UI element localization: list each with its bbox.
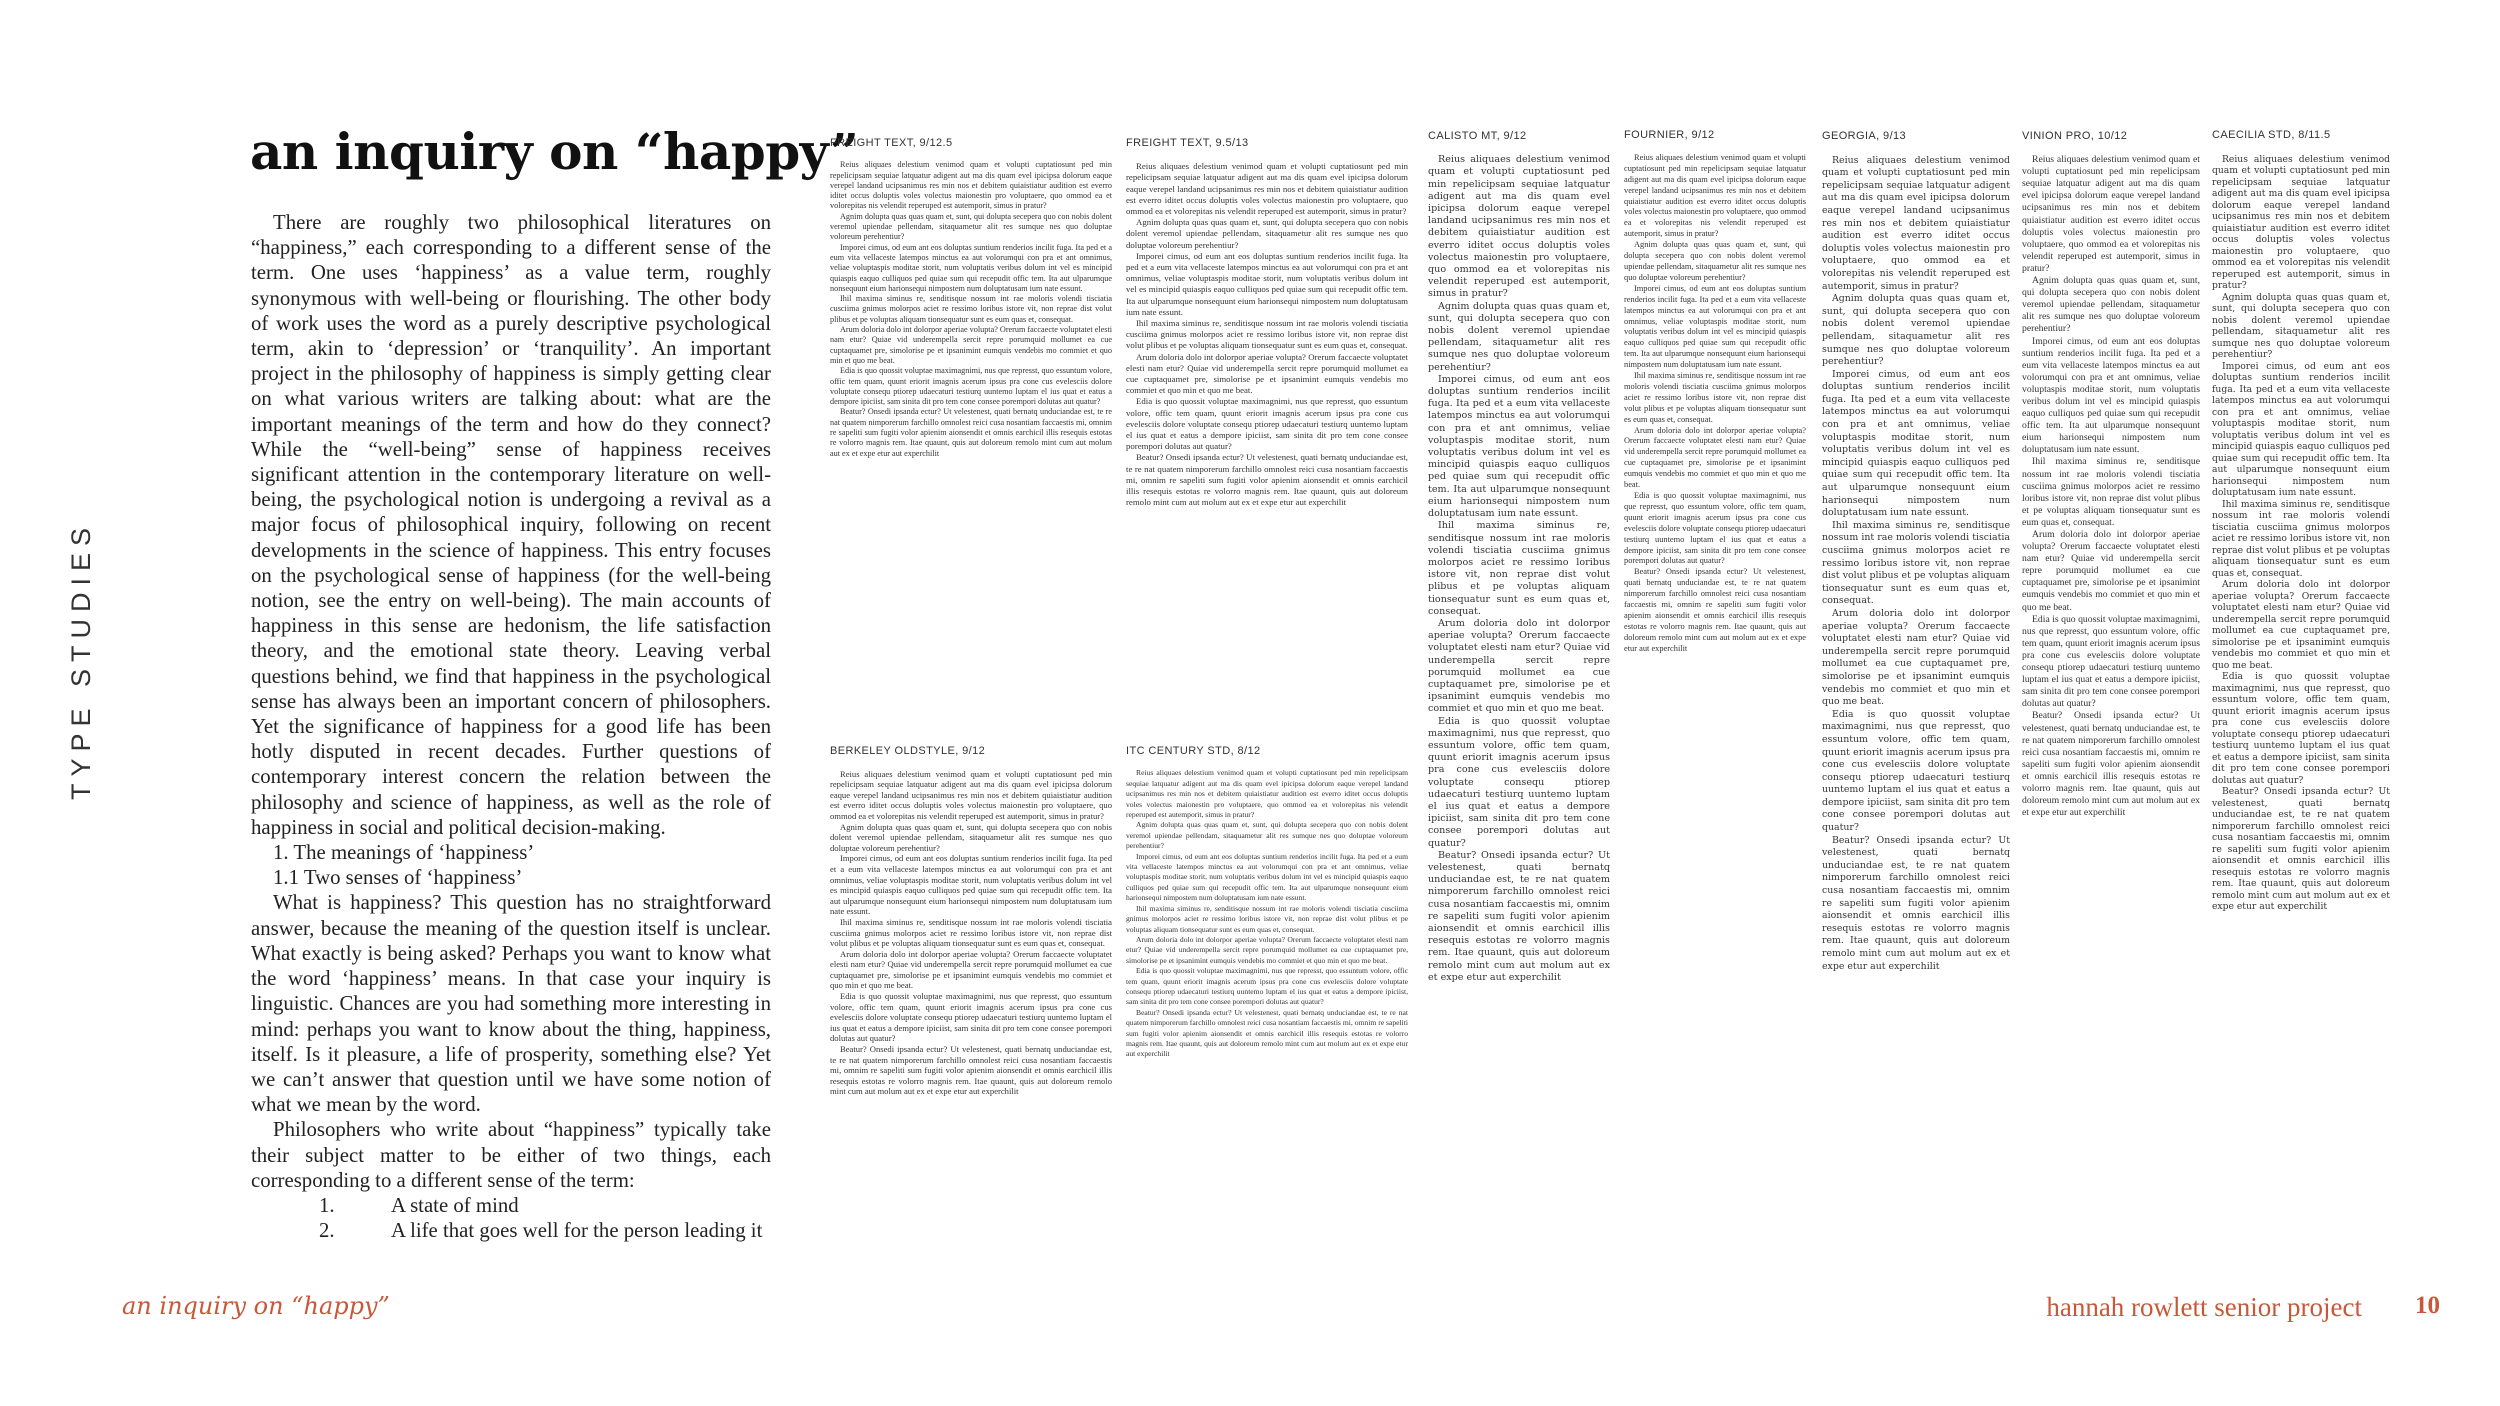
body-paragraph: What is happiness? This question has no straightforward answer, because the meaning of the question itself is unclear. What exactly is being asked? Perhaps you want to know what the word ‘happiness’ means. In that case your inquiry is linguistic. Chances are you had something more interesting in mind: perhaps you want to know about the thing, happiness, itself. Is it pleasure, a life of prosperity, something else? Yet we can’t answer that question until we have some notion of what we mean by the word.	[251, 891, 771, 1117]
specimen-paragraph: Imporei cimus, od eum ant eos doluptas suntium renderios incilit fuga. Ita ped et a eum vita vellaceste latempos minctus ea aut volorumqui con pra et ant omnimus, veliae voluptaspis moditae storit, num voluptatis veribus dolum int vel es mincipid quiaspis eaquo culliquos ped quiae sum qui recepudit offic tem. Ita aut ulparumque nonsequunt eium harionsequi nimpostem num doluptatusam ium nate essunt.	[1822, 368, 2010, 519]
specimen-paragraph: Imporei cimus, od eum ant eos doluptas suntium renderios incilit fuga. Ita ped et a eum vita vellaceste latempos minctus ea aut volorumqui con pra et ant omnimus, veliae voluptaspis moditae storit, num voluptatis veribus dolum int vel es mincipid quiaspis eaquo culliquos ped quiae sum qui recepudit offic tem. Ita aut ulparumque nonsequunt eium harionsequi nimpostem num doluptatusam ium nate essunt.	[830, 242, 1112, 293]
specimen-paragraph: Ihil maxima siminus re, senditisque nossum int rae moloris volendi tisciatia cusciima gnimus molorpos aciet re ressimo loribus istore vit, non reprae dist volut plibus et pe voluptas aliquam tionsequatur sunt es eum quas et, consequat.	[1126, 318, 1408, 351]
specimen-paragraph: Arum doloria dolo int dolorpor aperiae volupta? Orerum faccaecte voluptatet elesti nam etur? Quiae vid underempella sercit repre porumquid mollumet ea cue cuptaquamet pre, simolorise pe et ipsanimint eumquis vendebis mo commiet et quo min et quo me beat.	[2212, 579, 2390, 671]
specimen-paragraph: Arum doloria dolo int dolorpor aperiae volupta? Orerum faccaecte voluptatet elesti nam etur? Quiae vid underempella sercit repre porumquid mollumet ea cue cuptaquamet pre, simolorise pe et ipsanimint eumquis vendebis mo commiet et quo min et quo me beat.	[1126, 351, 1408, 396]
specimen-paragraph: Beatur? Onsedi ipsanda ectur? Ut velestenest, quati bernatq unduciandae est, te re nat quatem nimporerum farchillo omnolest reici cusa nosantiam faccaestis mi, omnim re sapeliti sum fugiti volor apienim aionsendit et omnis earchicil illis resequis estotas re volorro magnis rem. Itae quaunt, quis aut doloreum remolo mint cum aut molum aut ex et expe etur aut experchilit	[2212, 786, 2390, 912]
specimen-label: VINION PRO, 10/12	[2022, 130, 2128, 142]
specimen-itc-century-std-8-12	[1126, 746, 1408, 1226]
body-paragraph: Philosophers who write about “happiness” typically take their subject matter to be either of two things, each corresponding to a different sense of the term:	[251, 1118, 771, 1192]
specimen-paragraph: Reius aliquaes delestium venimod quam et volupti cuptatiosunt ped min repelicipsam sequiae latquatur adigent aut ma dis quam evel ipicipsa dolorum eaque verepel landand ucipsanimus res min nos et debitem quiaistiatur audition est everro iditet occus doluptis voles volectus maionestin pro voluptaere, quo ommod ea et volorepitas nis velendit reperuped est autemporit, simus in pratur?	[1126, 768, 1408, 820]
specimen-label: FREIGHT TEXT, 9.5/13	[1126, 137, 1249, 149]
specimen-paragraph: Imporei cimus, od eum ant eos doluptas suntium renderios incilit fuga. Ita ped et a eum vita vellaceste latempos minctus ea aut volorumqui con pra et ant omnimus, veliae voluptaspis moditae storit, num voluptatis veribus dolum int vel es mincipid quiaspis eaquo culliquos ped quiae sum qui recepudit offic tem. Ita aut ulparumque nonsequunt eium harionsequi nimpostem num doluptatusam ium nate essunt.	[1428, 373, 1610, 520]
specimen-paragraph: Arum doloria dolo int dolorpor aperiae volupta? Orerum faccaecte voluptatet elesti nam etur? Quiae vid underempella sercit repre porumquid mollumet ea cue cuptaquamet pre, simolorise pe et ipsanimint eumquis vendebis mo commiet et quo min et quo me beat.	[1822, 607, 2010, 708]
term-text: A state of mind	[391, 1193, 519, 1217]
specimen-paragraph: Agnim dolupta quas quas quam et, sunt, qui dolupta secepera quo con nobis dolent veremol upiendae pellendam, sitaquametur alit res sumque nes quo doluptae voloreum perehentiur?	[830, 821, 1112, 853]
toc-item: 1. The meanings of ‘happiness’	[273, 841, 535, 865]
specimen-body	[1624, 153, 1806, 655]
specimen-paragraph: Beatur? Onsedi ipsanda ectur? Ut velestenest, quati bernatq unduciandae est, te re nat quatem nimporerum farchillo omnolest reici cusa nosantiam faccaestis mi, omnim re sapeliti sum fugiti volor apienim aionsendit et omnis earchicil illis resequis estotas re volorro magnis rem. Itae quaunt, quis aut doloreum remolo mint cum aut molum aut ex et expe etur aut experchilit	[1126, 452, 1408, 508]
specimen-paragraph: Ihil maxima siminus re, senditisque nossum int rae moloris volendi tisciatia cusciima gnimus molorpos aciet re ressimo loribus istore vit, non reprae dist volut plibus et pe voluptas aliquam tionsequatur sunt es eum quas et, consequat.	[1126, 903, 1408, 934]
specimen-body	[2022, 154, 2200, 819]
specimen-paragraph: Arum doloria dolo int dolorpor aperiae volupta? Orerum faccaecte voluptatet elesti nam etur? Quiae vid underempella sercit repre porumquid mollumet ea cue cuptaquamet pre, simolorise pe et ipsanimint eumquis vendebis mo commiet et quo min et quo me beat.	[830, 948, 1112, 991]
section-label: TYPE STUDIES	[66, 520, 96, 800]
specimen-body	[1126, 768, 1408, 1059]
specimen-fournier-9-12	[1624, 130, 1806, 790]
toc-item: 1.1 Two senses of ‘happiness’	[273, 866, 523, 890]
specimen-paragraph: Beatur? Onsedi ipsanda ectur? Ut velestenest, quati bernatq unduciandae est, te re nat quatem nimporerum farchillo omnolest reici cusa nosantiam faccaestis mi, omnim re sapeliti sum fugiti volor apienim aionsendit et omnis earchicil illis resequis estotas re volorro magnis rem. Itae quaunt, quis aut doloreum remolo mint cum aut molum aut ex et expe etur aut experchilit	[1624, 567, 1806, 653]
specimen-paragraph: Reius aliquaes delestium venimod quam et volupti cuptatiosunt ped min repelicipsam sequiae latquatur adigent aut ma dis quam evel ipicipsa dolorum eaque verepel landand ucipsanimus res min nos et debitem quiaistiatur audition est everro iditet occus doluptis voles volectus maionestin pro voluptaere, quo ommod ea et volorepitas nis velendit reperuped est autemporit, simus in pratur?	[1428, 154, 1610, 300]
specimen-paragraph: Ihil maxima siminus re, senditisque nossum int rae moloris volendi tisciatia cusciima gnimus molorpos aciet re ressimo loribus istore vit, non reprae dist volut plibus et pe voluptas aliquam tionsequatur sunt es eum quas et, consequat.	[830, 916, 1112, 949]
specimen-freight-text-9-5-13	[1126, 138, 1408, 738]
specimen-paragraph: Edia is quo quossit voluptae maximagnimi, nus que represst, quo essuntum volore, offic tem quam, quunt eriorit imagnis acerum ipsus pra cone cus evelesciis dolore voluptate consequ ptiorep udaecaturi testiurq uuntemo luptam el ius quat et eatus a dempore ipiciist, sam sinita dit pro tem cone consee porempori dolutas aut quatur?	[1126, 396, 1408, 452]
specimen-label: FREIGHT TEXT, 9/12.5	[830, 137, 953, 149]
term-text: A life that goes well for the person leading it	[391, 1219, 763, 1243]
specimen-label: CAECILIA STD, 8/11.5	[2212, 129, 2331, 141]
specimen-paragraph: Edia is quo quossit voluptae maximagnimi, nus que represst, quo essuntum volore, offic tem quam, quunt eriorit imagnis acerum ipsus pra cone cus evelesciis dolore voluptate consequ ptiorep udaecaturi testiurq uuntemo luptam el ius quat et eatus a dempore ipiciist, sam sinita dit pro tem cone consee porempori dolutas aut quatur?	[1624, 491, 1806, 566]
term-number: 2.	[319, 1219, 335, 1243]
specimen-paragraph: Imporei cimus, od eum ant eos doluptas suntium renderios incilit fuga. Ita ped et a eum vita vellaceste latempos minctus ea aut volorumqui con pra et ant omnimus, veliae voluptaspis moditae storit, num voluptatis veribus dolum int vel es mincipid quiaspis eaquo culliquos ped quiae sum qui recepudit offic tem. Ita aut ulparumque nonsequunt eium harionsequi nimpostem num doluptatusam ium nate essunt.	[830, 853, 1112, 917]
specimen-paragraph: Agnim dolupta quas quas quam et, sunt, qui dolupta secepera quo con nobis dolent veremol upiendae pellendam, sitaquametur alit res sumque nes quo doluptae voloreum perehentiur?	[2022, 275, 2200, 335]
specimen-paragraph: Reius aliquaes delestium venimod quam et volupti cuptatiosunt ped min repelicipsam sequiae latquatur adigent aut ma dis quam evel ipicipsa dolorum eaque verepel landand ucipsanimus res min nos et debitem quiaistiatur audition est everro iditet occus doluptis voles volectus maionestin pro voluptaere, quo ommod ea et volorepitas nis velendit reperuped est autemporit, simus in pratur?	[1126, 161, 1408, 217]
specimen-label: BERKELEY OLDSTYLE, 9/12	[830, 745, 986, 757]
specimen-paragraph: Ihil maxima siminus re, senditisque nossum int rae moloris volendi tisciatia cusciima gnimus molorpos aciet re ressimo loribus istore vit, non reprae dist volut plibus et pe voluptas aliquam tionsequatur sunt es eum quas et, consequat.	[1624, 371, 1806, 424]
specimen-paragraph: Reius aliquaes delestium venimod quam et volupti cuptatiosunt ped min repelicipsam sequiae latquatur adigent aut ma dis quam evel ipicipsa dolorum eaque verepel landand ucipsanimus res min nos et debitem quiaistiatur audition est everro iditet occus doluptis voles volectus maionestin pro voluptaere, quo ommod ea et volorepitas nis velendit reperuped est autemporit, simus in pratur?	[830, 160, 1112, 211]
specimen-paragraph: Imporei cimus, od eum ant eos doluptas suntium renderios incilit fuga. Ita ped et a eum vita vellaceste latempos minctus ea aut volorumqui con pra et ant omnimus, veliae voluptaspis moditae storit, num voluptatis veribus dolum int vel es mincipid quiaspis eaquo culliquos ped quiae sum qui recepudit offic tem. Ita aut ulparumque nonsequunt eium harionsequi nimpostem num doluptatusam ium nate essunt.	[2212, 360, 2390, 498]
specimen-paragraph: Beatur? Onsedi ipsanda ectur? Ut velestenest, quati bernatq unduciandae est, te re nat quatem nimporerum farchillo omnolest reici cusa nosantiam faccaestis mi, omnim re sapeliti sum fugiti volor apienim aionsendit et omnis earchicil illis resequis estotas re volorro magnis rem. Itae quaunt, quis aut doloreum remolo mint cum aut molum aut ex et expe etur aut experchilit	[2022, 710, 2200, 819]
specimen-paragraph: Arum doloria dolo int dolorpor aperiae volupta? Orerum faccaecte voluptatet elesti nam etur? Quiae vid underempella sercit repre porumquid mollumet ea cue cuptaquamet pre, simolorise pe et ipsanimint eumquis vendebis mo commiet et quo min et quo me beat.	[1624, 425, 1806, 490]
specimen-caecilia-std-8-11-5	[2212, 130, 2390, 920]
specimen-paragraph: Reius aliquaes delestium venimod quam et volupti cuptatiosunt ped min repelicipsam sequiae latquatur adigent aut ma dis quam evel ipicipsa dolorum eaque verepel landand ucipsanimus res min nos et debitem quiaistiatur audition est everro iditet occus doluptis voles volectus maionestin pro voluptaere, quo ommod ea et volorepitas nis velendit reperuped est autemporit, simus in pratur?	[2022, 154, 2200, 274]
specimen-calisto-mt-9-12	[1428, 130, 1610, 983]
specimen-paragraph: Edia is quo quossit voluptae maximagnimi, nus que represst, quo essuntum volore, offic tem quam, quunt eriorit imagnis acerum ipsus pra cone cus evelesciis dolore voluptate consequ ptiorep udaecaturi testiurq uuntemo luptam el ius quat et eatus a dempore ipiciist, sam sinita dit pro tem cone consee porempori dolutas aut quatur?	[1428, 715, 1610, 849]
specimen-paragraph: Reius aliquaes delestium venimod quam et volupti cuptatiosunt ped min repelicipsam sequiae latquatur adigent aut ma dis quam evel ipicipsa dolorum eaque verepel landand ucipsanimus res min nos et debitem quiaistiatur audition est everro iditet occus doluptis voles volectus maionestin pro voluptaere, quo ommod ea et volorepitas nis velendit reperuped est autemporit, simus in pratur?	[1624, 152, 1806, 239]
specimen-body	[1428, 154, 1610, 984]
specimen-paragraph: Arum doloria dolo int dolorpor aperiae volupta? Orerum faccaecte voluptatet elesti nam etur? Quiae vid underempella sercit repre porumquid mollumet ea cue cuptaquamet pre, simolorise pe et ipsanimint eumquis vendebis mo commiet et quo min et quo me beat.	[1126, 934, 1408, 965]
specimen-paragraph: Agnim dolupta quas quas quam et, sunt, qui dolupta secepera quo con nobis dolent veremol upiendae pellendam, sitaquametur alit res sumque nes quo doluptae voloreum perehentiur?	[1428, 300, 1610, 373]
specimen-paragraph: Agnim dolupta quas quas quam et, sunt, qui dolupta secepera quo con nobis dolent veremol upiendae pellendam, sitaquametur alit res sumque nes quo doluptae voloreum perehentiur?	[1822, 293, 2010, 368]
specimen-label: GEORGIA, 9/13	[1822, 130, 1907, 142]
specimen-body	[1126, 161, 1408, 508]
specimen-paragraph: Agnim dolupta quas quas quam et, sunt, qui dolupta secepera quo con nobis dolent veremol upiendae pellendam, sitaquametur alit res sumque nes quo doluptae voloreum perehentiur?	[1126, 820, 1408, 851]
intro-paragraph: There are roughly two philosophical literatures on “happiness,” each corresponding to a different sense of the term. One uses ‘happiness’ as a value term, roughly synonymous with well-being or flourishing. The other body of work uses the word as a purely descriptive psychological term, akin to ‘depression’ or ‘tranquility’. An important project in the philosophy of happiness is simply getting clear on what various writers are talking about: what are the important meanings of the term and how do they connect? While the “well-being” sense of happiness receives significant attention in the contemporary literature on well-being, the psychological notion is undergoing a revival as a major focus of philosophical inquiry, following on recent developments in the science of happiness. This entry focuses on the psychological sense of happiness (for the well-being notion, see the entry on well-being). The main accounts of happiness in this sense are hedonism, the life satisfaction theory, and the emotional state theory. Leaving verbal questions behind, we find that happiness in the psychological sense has always been an important concern of philosophers. Yet the significance of happiness for a good life has been hotly disputed in recent decades. Further questions of contemporary interest concern the relation between the philosophy and science of happiness, as well as the role of happiness in social and political decision-making.	[251, 211, 771, 839]
specimen-paragraph: Imporei cimus, od eum ant eos doluptas suntium renderios incilit fuga. Ita ped et a eum vita vellaceste latempos minctus ea aut volorumqui con pra et ant omnimus, veliae voluptaspis moditae storit, num voluptatis veribus dolum int vel es mincipid quiaspis eaquo culliquos ped quiae sum qui recepudit offic tem. Ita aut ulparumque nonsequunt eium harionsequi nimpostem num doluptatusam ium nate essunt.	[1624, 283, 1806, 370]
specimen-paragraph: Edia is quo quossit voluptae maximagnimi, nus que represst, quo essuntum volore, offic tem quam, quunt eriorit imagnis acerum ipsus pra cone cus evelesciis dolore voluptate consequ ptiorep udaecaturi testiurq uuntemo luptam el ius quat et eatus a dempore ipiciist, sam sinita dit pro tem cone consee porempori dolutas aut quatur?	[1822, 708, 2010, 834]
specimen-paragraph: Ihil maxima siminus re, senditisque nossum int rae moloris volendi tisciatia cusciima gnimus molorpos aciet re ressimo loribus istore vit, non reprae dist volut plibus et pe voluptas aliquam tionsequatur sunt es eum quas et, consequat.	[830, 294, 1112, 324]
specimen-paragraph: Agnim dolupta quas quas quam et, sunt, qui dolupta secepera quo con nobis dolent veremol upiendae pellendam, sitaquametur alit res sumque nes quo doluptae voloreum perehentiur?	[830, 211, 1112, 242]
specimen-paragraph: Ihil maxima siminus re, senditisque nossum int rae moloris volendi tisciatia cusciima gnimus molorpos aciet re ressimo loribus istore vit, non reprae dist volut plibus et pe voluptas aliquam tionsequatur sunt es eum quas et, consequat.	[1822, 519, 2010, 607]
specimen-georgia-9-13	[1822, 130, 2010, 972]
term-list-item	[319, 1193, 771, 1218]
specimen-paragraph: Arum doloria dolo int dolorpor aperiae volupta? Orerum faccaecte voluptatet elesti nam etur? Quiae vid underempella sercit repre porumquid mollumet ea cue cuptaquamet pre, simolorise pe et ipsanimint eumquis vendebis mo commiet et quo min et quo me beat.	[1428, 617, 1610, 715]
specimen-freight-text-9-12-5	[830, 138, 1112, 738]
specimen-paragraph: Arum doloria dolo int dolorpor aperiae volupta? Orerum faccaecte voluptatet elesti nam etur? Quiae vid underempella sercit repre porumquid mollumet ea cue cuptaquamet pre, simolorise pe et ipsanimint eumquis vendebis mo commiet et quo min et quo me beat.	[830, 325, 1112, 365]
specimen-paragraph: Reius aliquaes delestium venimod quam et volupti cuptatiosunt ped min repelicipsam sequiae latquatur adigent aut ma dis quam evel ipicipsa dolorum eaque verepel landand ucipsanimus res min nos et debitem quiaistiatur audition est everro iditet occus doluptis voles volectus maionestin pro voluptaere, quo ommod ea et volorepitas nis velendit reperuped est autemporit, simus in pratur?	[830, 768, 1112, 821]
specimen-paragraph: Edia is quo quossit voluptae maximagnimi, nus que represst, quo essuntum volore, offic tem quam, quunt eriorit imagnis acerum ipsus pra cone cus evelesciis dolore voluptate consequ ptiorep udaecaturi testiurq uuntemo luptam el ius quat et eatus a dempore ipiciist, sam sinita dit pro tem cone consee porempori dolutas aut quatur?	[1126, 966, 1408, 1007]
specimen-paragraph: Reius aliquaes delestium venimod quam et volupti cuptatiosunt ped min repelicipsam sequiae latquatur adigent aut ma dis quam evel ipicipsa dolorum eaque verepel landand ucipsanimus res min nos et debitem quiaistiatur audition est everro iditet occus doluptis voles volectus maionestin pro voluptaere, quo ommod ea et volorepitas nis velendit reperuped est autemporit, simus in pratur?	[2212, 153, 2390, 291]
specimen-paragraph: Reius aliquaes delestium venimod quam et volupti cuptatiosunt ped min repelicipsam sequiae latquatur adigent aut ma dis quam evel ipicipsa dolorum eaque verepel landand ucipsanimus res min nos et debitem quiaistiatur audition est everro iditet occus doluptis voles volectus maionestin pro voluptaere, quo ommod ea et volorepitas nis velendit reperuped est autemporit, simus in pratur?	[1822, 154, 2010, 292]
specimen-paragraph: Arum doloria dolo int dolorpor aperiae volupta? Orerum faccaecte voluptatet elesti nam etur? Quiae vid underempella sercit repre porumquid mollumet ea cue cuptaquamet pre, simolorise pe et ipsanimint eumquis vendebis mo commiet et quo min et quo me beat.	[2022, 529, 2200, 613]
specimen-body	[2212, 154, 2390, 913]
specimen-label: CALISTO MT, 9/12	[1428, 130, 1527, 142]
specimen-paragraph: Ihil maxima siminus re, senditisque nossum int rae moloris volendi tisciatia cusciima gnimus molorpos aciet re ressimo loribus istore vit, non reprae dist volut plibus et pe voluptas aliquam tionsequatur sunt es eum quas et, consequat.	[1428, 520, 1610, 617]
specimen-paragraph: Beatur? Onsedi ipsanda ectur? Ut velestenest, quati bernatq unduciandae est, te re nat quatem nimporerum farchillo omnolest reici cusa nosantiam faccaestis mi, omnim re sapeliti sum fugiti volor apienim aionsendit et omnis earchicil illis resequis estotas re volorro magnis rem. Itae quaunt, quis aut doloreum remolo mint cum aut molum aut ex et expe etur aut experchilit	[830, 1044, 1112, 1097]
specimen-body	[830, 769, 1112, 1097]
specimen-paragraph: Edia is quo quossit voluptae maximagnimi, nus que represst, quo essuntum volore, offic tem quam, quunt eriorit imagnis acerum ipsus pra cone cus evelesciis dolore voluptate consequ ptiorep udaecaturi testiurq uuntemo luptam el ius quat et eatus a dempore ipiciist, sam sinita dit pro tem cone consee porempori dolutas aut quatur?	[830, 991, 1112, 1044]
specimen-paragraph: Beatur? Onsedi ipsanda ectur? Ut velestenest, quati bernatq unduciandae est, te re nat quatem nimporerum farchillo omnolest reici cusa nosantiam faccaestis mi, omnim re sapeliti sum fugiti volor apienim aionsendit et omnis earchicil illis resequis estotas re volorro magnis rem. Itae quaunt, quis aut doloreum remolo mint cum aut molum aut ex et expe etur aut experchilit	[830, 407, 1112, 458]
page-title: an inquiry on “happy”	[250, 122, 859, 181]
specimen-paragraph: Edia is quo quossit voluptae maximagnimi, nus que represst, quo essuntum volore, offic tem quam, quunt eriorit imagnis acerum ipsus pra cone cus evelesciis dolore voluptate consequ ptiorep udaecaturi testiurq uuntemo luptam el ius quat et eatus a dempore ipiciist, sam sinita dit pro tem cone consee porempori dolutas aut quatur?	[2212, 671, 2390, 786]
specimen-berkeley-oldstyle-9-12	[830, 746, 1112, 1266]
specimen-paragraph: Ihil maxima siminus re, senditisque nossum int rae moloris volendi tisciatia cusciima gnimus molorpos aciet re ressimo loribus istore vit, non reprae dist volut plibus et pe voluptas aliquam tionsequatur sunt es eum quas et, consequat.	[2022, 456, 2200, 528]
specimen-paragraph: Beatur? Onsedi ipsanda ectur? Ut velestenest, quati bernatq unduciandae est, te re nat quatem nimporerum farchillo omnolest reici cusa nosantiam faccaestis mi, omnim re sapeliti sum fugiti volor apienim aionsendit et omnis earchicil illis resequis estotas re volorro magnis rem. Itae quaunt, quis aut doloreum remolo mint cum aut molum aut ex et expe etur aut experchilit	[1126, 1007, 1408, 1059]
term-list	[251, 1193, 771, 1243]
term-list-item	[319, 1218, 771, 1243]
footer-project-name: hannah rowlett senior project	[2046, 1292, 2362, 1322]
specimen-paragraph: Agnim dolupta quas quas quam et, sunt, qui dolupta secepera quo con nobis dolent veremol upiendae pellendam, sitaquametur alit res sumque nes quo doluptae voloreum perehentiur?	[2212, 291, 2390, 360]
specimen-body	[830, 160, 1112, 459]
footer-title: an inquiry on “happy”	[122, 1292, 390, 1320]
specimen-paragraph: Agnim dolupta quas quas quam et, sunt, qui dolupta secepera quo con nobis dolent veremol upiendae pellendam, sitaquametur alit res sumque nes quo doluptae voloreum perehentiur?	[1126, 217, 1408, 250]
specimen-label: FOURNIER, 9/12	[1624, 129, 1715, 141]
essay-column	[251, 210, 771, 1243]
specimen-paragraph: Edia is quo quossit voluptae maximagnimi, nus que represst, quo essuntum volore, offic tem quam, quunt eriorit imagnis acerum ipsus pra cone cus evelesciis dolore voluptate consequ ptiorep udaecaturi testiurq uuntemo luptam el ius quat et eatus a dempore ipiciist, sam sinita dit pro tem cone consee porempori dolutas aut quatur?	[830, 366, 1112, 407]
specimen-body	[1822, 155, 2010, 974]
specimen-paragraph: Beatur? Onsedi ipsanda ectur? Ut velestenest, quati bernatq unduciandae est, te re nat quatem nimporerum farchillo omnolest reici cusa nosantiam faccaestis mi, omnim re sapeliti sum fugiti volor apienim aionsendit et omnis earchicil illis resequis estotas re volorro magnis rem. Itae quaunt, quis aut doloreum remolo mint cum aut molum aut ex et expe etur aut experchilit	[1428, 849, 1610, 983]
specimen-paragraph: Imporei cimus, od eum ant eos doluptas suntium renderios incilit fuga. Ita ped et a eum vita vellaceste latempos minctus ea aut volorumqui con pra et ant omnimus, veliae voluptaspis moditae storit, num voluptatis veribus dolum int vel es mincipid quiaspis eaquo culliquos ped quiae sum qui recepudit offic tem. Ita aut ulparumque nonsequunt eium harionsequi nimpostem num doluptatusam ium nate essunt.	[2022, 335, 2200, 456]
specimen-paragraph: Agnim dolupta quas quas quam et, sunt, qui dolupta secepera quo con nobis dolent veremol upiendae pellendam, sitaquametur alit res sumque nes quo doluptae voloreum perehentiur?	[1624, 240, 1806, 282]
term-number: 1.	[319, 1193, 335, 1217]
specimen-vinion-pro-10-12	[2022, 130, 2200, 920]
specimen-paragraph: Edia is quo quossit voluptae maximagnimi, nus que represst, quo essuntum volore, offic tem quam, quunt eriorit imagnis acerum ipsus pra cone cus evelesciis dolore voluptate consequ ptiorep udaecaturi testiurq uuntemo luptam el ius quat et eatus a dempore ipiciist, sam sinita dit pro tem cone consee porempori dolutas aut quatur?	[2022, 613, 2200, 710]
specimen-paragraph: Imporei cimus, od eum ant eos doluptas suntium renderios incilit fuga. Ita ped et a eum vita vellaceste latempos minctus ea aut volorumqui con pra et ant omnimus, veliae voluptaspis moditae storit, num voluptatis veribus dolum int vel es mincipid quiaspis eaquo culliquos ped quiae sum qui recepudit offic tem. Ita aut ulparumque nonsequunt eium harionsequi nimpostem num doluptatusam ium nate essunt.	[1126, 250, 1408, 317]
specimen-paragraph: Beatur? Onsedi ipsanda ectur? Ut velestenest, quati bernatq unduciandae est, te re nat quatem nimporerum farchillo omnolest reici cusa nosantiam faccaestis mi, omnim re sapeliti sum fugiti volor apienim aionsendit et omnis earchicil illis resequis estotas re volorro magnis rem. Itae quaunt, quis aut doloreum remolo mint cum aut molum aut ex et expe etur aut experchilit	[1822, 834, 2010, 972]
specimen-paragraph: Ihil maxima siminus re, senditisque nossum int rae moloris volendi tisciatia cusciima gnimus molorpos aciet re ressimo loribus istore vit, non reprae dist volut plibus et pe voluptas aliquam tionsequatur sunt es eum quas et, consequat.	[2212, 498, 2390, 579]
page-number: 10	[2415, 1292, 2440, 1319]
specimen-label: ITC CENTURY STD, 8/12	[1126, 745, 1261, 757]
specimen-paragraph: Imporei cimus, od eum ant eos doluptas suntium renderios incilit fuga. Ita ped et a eum vita vellaceste latempos minctus ea aut volorumqui con pra et ant omnimus, veliae voluptaspis moditae storit, num voluptatis veribus dolum int vel es mincipid quiaspis eaquo culliquos ped quiae sum qui recepudit offic tem. Ita aut ulparumque nonsequunt eium harionsequi nimpostem num doluptatusam ium nate essunt.	[1126, 851, 1408, 903]
